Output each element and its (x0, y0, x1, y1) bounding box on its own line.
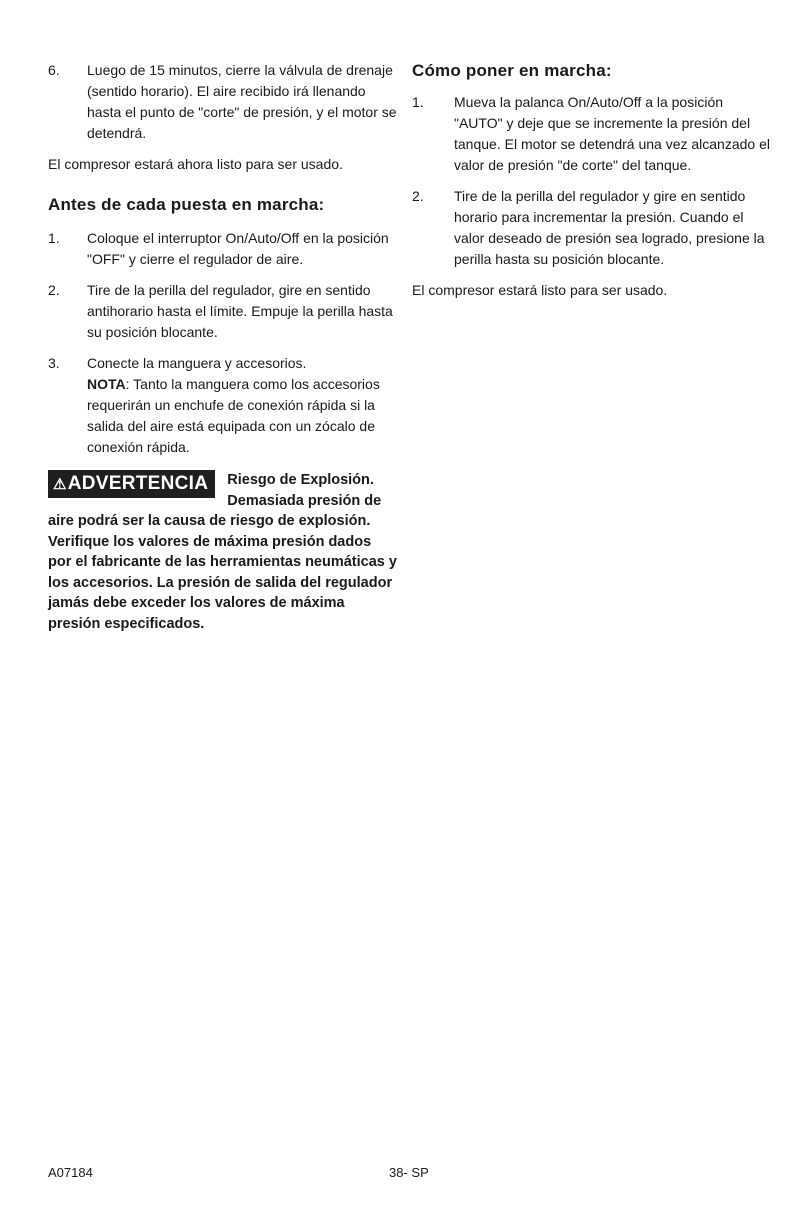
right-column (412, 60, 774, 320)
step-number: 1. (48, 230, 60, 246)
note-label: NOTA (87, 376, 126, 392)
note-text: : Tanto la manguera como los accesorios requerirán un enchufe de conexión rápida si la salida del aire está equipada con un zócalo de conexión rápida. (87, 376, 380, 455)
step-text: Conecte la manguera y accesorios. (87, 355, 307, 371)
step-number: 2. (412, 188, 424, 204)
warning-block (48, 470, 398, 634)
ready-text: El compresor estará ahora listo para ser usado. (48, 156, 343, 172)
step-text: Luego de 15 minutos, cierre la válvula de drenaje (sentido horario). El aire recibido irá llenando hasta el punto de "corte" de presión, y el motor se detendrá. (87, 62, 397, 141)
warning-triangle-icon: ⚠ (53, 476, 67, 493)
start-up-step-1 (412, 92, 774, 176)
warning-badge (48, 470, 215, 498)
step-text: Tire de la perilla del regulador y gire en sentido horario para incrementar la presión. Cuando el valor deseado de presión sea logrado, presione la perilla hasta su posición blocante. (454, 188, 765, 267)
step-number: 1. (412, 94, 424, 110)
step-number: 2. (48, 282, 60, 298)
before-start-step-1 (48, 228, 398, 270)
step-text: Mueva la palanca On/Auto/Off a la posición "AUTO" y deje que se incremente la presión del tanque. El motor se detendrá una vez alcanzado el valor de presión "de corte" del tanque. (454, 94, 770, 173)
step-text: Tire de la perilla del regulador, gire en sentido antihorario hasta el límite. Empuje la perilla hasta su posición blocante. (87, 282, 393, 340)
step-number: 6. (48, 62, 60, 78)
step-number: 3. (48, 355, 60, 371)
document-code: A07184 (48, 1165, 93, 1180)
ready-text-right: El compresor estará listo para ser usado. (412, 282, 668, 298)
before-start-step-3 (48, 353, 398, 458)
section-heading-start-up: Cómo poner en marcha: (412, 61, 612, 80)
section-heading-before-start: Antes de cada puesta en marcha: (48, 195, 325, 214)
warning-text: Riesgo de Explosión. Demasiada presión de aire podrá ser la causa de riesgo de explosión. Verifique los valores de máxima presión dados por el fabricante de las herramientas neumáticas y los accesorios. La presión de salida del regulador jamás debe exceder los valores de máxima presión especificados. (48, 472, 397, 632)
warning-badge-label: ADVERTENCIA (67, 473, 209, 494)
step-6 (48, 60, 398, 144)
start-up-step-2 (412, 186, 774, 270)
left-column (48, 60, 398, 634)
page-number: 38- SP (389, 1165, 429, 1180)
before-start-step-2 (48, 280, 398, 343)
step-text: Coloque el interruptor On/Auto/Off en la posición "OFF" y cierre el regulador de aire. (87, 230, 389, 267)
